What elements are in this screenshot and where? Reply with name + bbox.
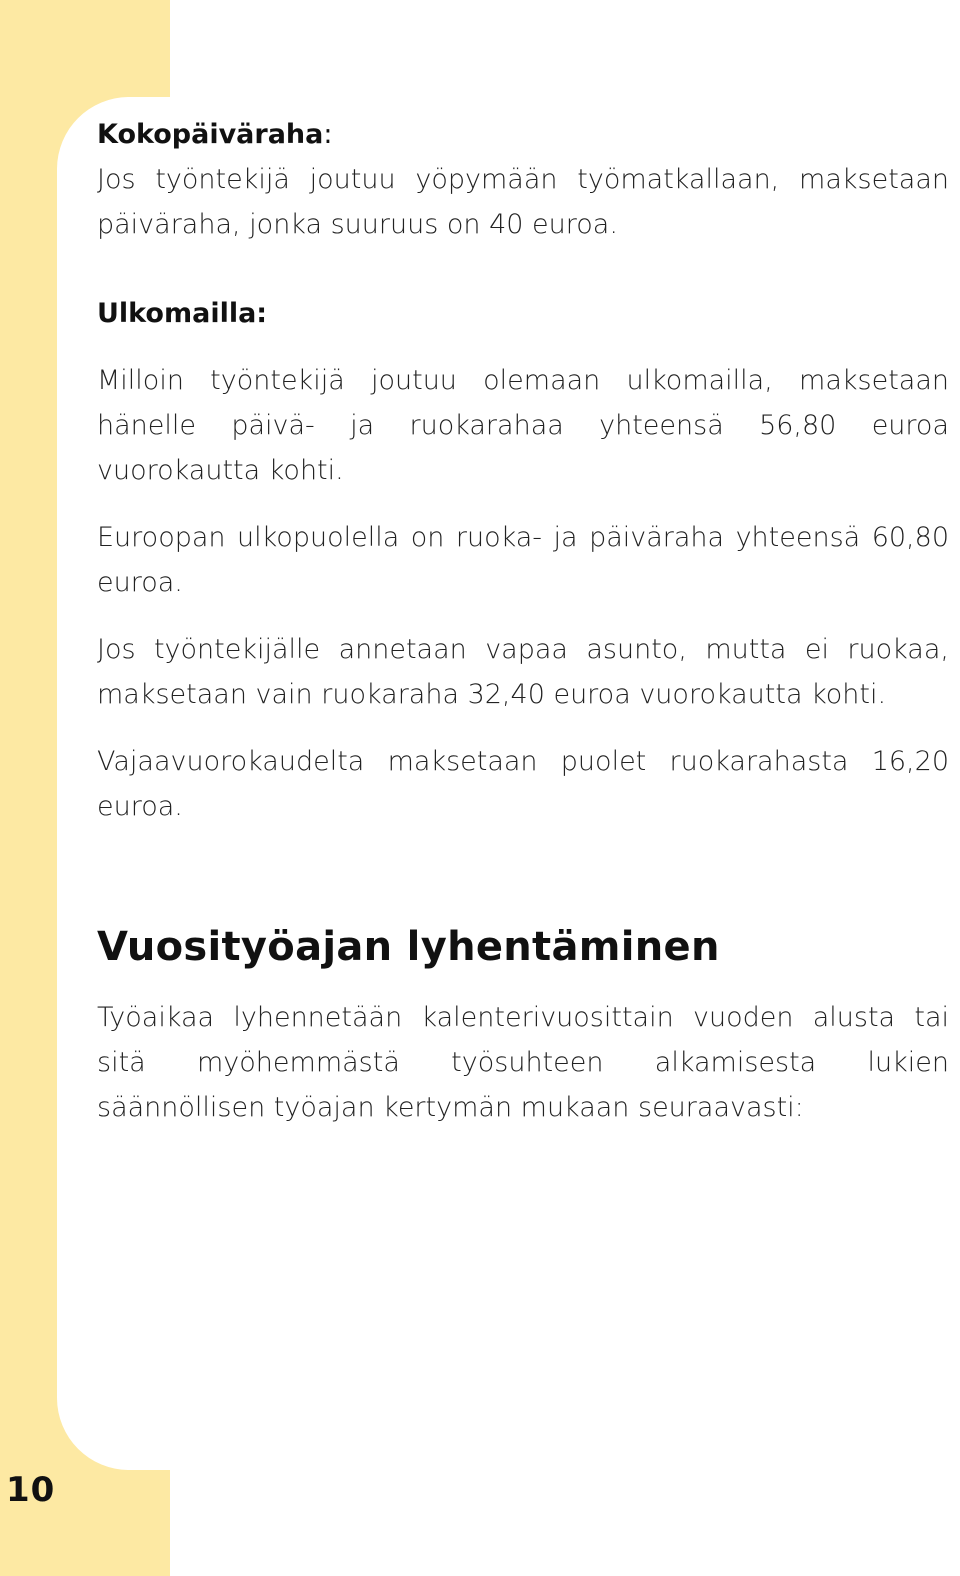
paragraph-kokopaivaraha: Jos työntekijä joutuu yöpymään työmatkallaan, maksetaan päiväraha, jonka suuruus on 40 euroa. xyxy=(97,164,949,240)
section-title-ulkomailla: Ulkomailla: xyxy=(97,298,268,329)
section-title-colon: : xyxy=(323,119,333,150)
page-number: 10 xyxy=(6,1470,56,1510)
main-heading: Vuosityöajan lyhentäminen xyxy=(97,924,720,970)
paragraph-vuosityoaika: Työaikaa lyhennetään kalenterivuosittain vuoden alusta tai sitä myöhemmästä työsuhteen alkamisesta lukien säännöllisen työajan kertymän mukaan seuraavasti: xyxy=(97,1002,949,1123)
section-title-kokopaivaraha xyxy=(97,112,949,157)
paragraph-ulkomailla-3: Jos työntekijälle annetaan vapaa asunto, mutta ei ruokaa, maksetaan vain ruokaraha 32,40 euroa vuorokautta kohti. xyxy=(97,634,949,710)
paragraph-ulkomailla-2: Euroopan ulkopuolella on ruoka- ja päiväraha yhteensä 60,80 euroa. xyxy=(97,522,949,598)
section-title-text: Kokopäiväraha xyxy=(97,119,324,150)
page-text xyxy=(97,112,949,1130)
paragraph-ulkomailla-4: Vajaavuorokaudelta maksetaan puolet ruokarahasta 16,20 euroa. xyxy=(97,746,949,822)
paragraph-ulkomailla-1: Milloin työntekijä joutuu olemaan ulkomailla, maksetaan hänelle päivä- ja ruokarahaa yhteensä 56,80 euroa vuorokautta kohti. xyxy=(97,365,949,486)
